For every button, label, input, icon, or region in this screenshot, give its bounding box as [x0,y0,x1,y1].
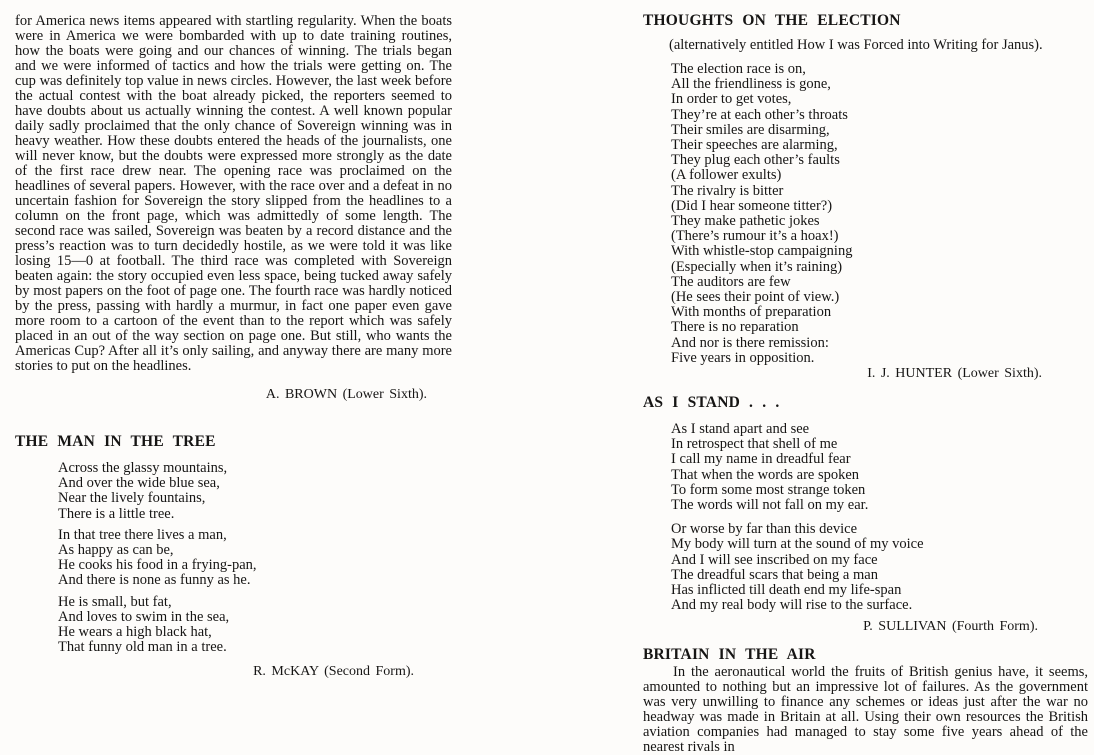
poem-line: He wears a high black hat, [58,624,212,641]
poem-line: And over the wide blue sea, [58,475,220,492]
poem-line: (He sees their point of view.) [671,289,840,306]
poem-line: With whistle-stop campaigning [671,243,853,260]
election-poem-subtitle: (alternatively entitled How I was Forced into Writing for Janus). [669,37,1043,53]
poem-line: Near the lively fountains, [58,490,206,507]
poem-line: I call my name in dreadful fear [671,451,851,468]
poem-line: As I stand apart and see [671,421,810,438]
poem-line: Or worse by far than this device [671,521,858,538]
poem-line: (A follower exults) [671,167,782,184]
poem-line: In order to get votes, [671,91,792,108]
poem-line: Their smiles are disarming, [671,121,830,138]
poem-line: All the friendliness is gone, [671,76,831,93]
poem-line: (Especially when it’s raining) [671,258,843,275]
poem-line: Five years in opposition. [671,349,815,366]
poem-line: They plug each other’s faults [671,152,840,169]
poem-line: As happy as can be, [58,542,174,559]
election-poem-lines [671,62,1088,366]
poem-line: My body will turn at the sound of my voice [671,536,924,553]
election-poem-attribution: I. J. HUNTER (Lower Sixth). [867,366,1042,382]
poem-line: In retrospect that shell of me [671,436,838,453]
poem-line: The words will not fall on my ear. [671,497,869,514]
poem-line: Their speeches are alarming, [671,137,838,154]
right-column [643,12,1088,755]
poem-line: And loves to swim in the sea, [58,608,230,625]
left-column [15,14,452,680]
americas-cup-attribution: A. BROWN (Lower Sixth). [265,387,427,402]
britain-in-the-air-text: In the aeronautical world the fruits of British genius have, it seems, amounted to nothing but an impressive lot of failures. As the government was very unwilling to finance any schemes or ideas just after the war no headway was made in Britain at all. Using their own resources the British aviation companies had managed to stay some five years ahead of the nearest rivals in [643,663,1088,755]
americas-cup-article-text: for America news items appeared with startling regularity. When the boats were in America we were bombarded with up to date training routines, how the boats were going and our chances of winning. The trials began and we were informed of tactics and how the trials were getting on. The cup was definitely top value in news circles. However, the last week before the actual contest with the boat already picked, the reporters seemed to have doubts about us actually winning the contest. A well known popular daily sadly proclaimed that the only chance of Sovereign winning was in heavy weather. How these doubts entered the heads of the journalists, one will never know, but the doubts were expressed more strongly as the date of the first race drew near. The opening race was proclaimed on the headlines of several papers. However, with the race over and a defeat in no uncertain fashion for Sovereign the story slipped from the headlines to a column on the front page, which was admittedly of some length. The second race was sailed, Sovereign was beaten by a record distance and the press’s reaction was to turn decidedly hostile, as we were told it was like losing 15—0 at football. The third race was completed with Sovereign beaten again: the story occupied even less space, being tucked away safely by most papers on the foot of page one. The fourth race was hardly noticed by the press, passing with hardly a murmur, in fact one paper even gave more room to a cartoon of the event than to the report which was safely placed in an out of the way section on page one. But still, who wants the Americas Cup? After all it’s only sailing, and anyway there are many more stories to put on the headlines. [15,13,452,374]
poem-line: They make pathetic jokes [671,213,820,230]
britain-in-the-air-title: BRITAIN IN THE AIR [643,645,816,663]
poem-line: He is small, but fat, [58,593,172,610]
poem-line: That funny old man in a tree. [58,639,227,656]
man-in-tree-stanza-2 [58,528,452,589]
poem-line: (Did I hear someone titter?) [671,197,833,214]
man-in-tree-attribution: R. McKAY (Second Form). [253,664,414,680]
poem-line: With months of preparation [671,304,832,321]
poem-line: (There’s rumour it’s a hoax!) [671,228,839,245]
poem-line: Has inflicted till death end my life-span [671,582,902,599]
man-in-tree-title: THE MAN IN THE TREE [15,433,216,450]
poem-line: The election race is on, [671,61,806,77]
poem-line: And nor is there remission: [671,334,829,351]
poem-line: And my real body will rise to the surface. [671,597,913,614]
poem-line: And I will see inscribed on my face [671,551,878,568]
poem-line: They’re at each other’s throats [671,106,848,123]
as-i-stand-attribution: P. SULLIVAN (Fourth Form). [863,618,1038,634]
as-i-stand-stanza-2 [671,522,1088,613]
poem-line: The auditors are few [671,273,791,290]
election-poem-title: THOUGHTS ON THE ELECTION [643,12,901,29]
poem-line: Across the glassy mountains, [58,460,228,476]
poem-line: There is no reparation [671,319,799,336]
man-in-tree-stanza-3 [58,595,452,656]
poem-line: To form some most strange token [671,481,866,498]
poem-line: The rivalry is bitter [671,182,784,199]
poem-line: There is a little tree. [58,505,175,522]
as-i-stand-title: AS I STAND . . . [643,394,780,412]
poem-line: In that tree there lives a man, [58,526,227,543]
poem-line: That when the words are spoken [671,466,860,483]
poem-line: The dreadful scars that being a man [671,566,878,583]
poem-line: He cooks his food in a frying-pan, [58,557,257,574]
man-in-tree-stanza-1 [58,461,452,522]
as-i-stand-stanza-1 [671,422,1088,513]
poem-line: And there is none as funny as he. [58,572,251,589]
